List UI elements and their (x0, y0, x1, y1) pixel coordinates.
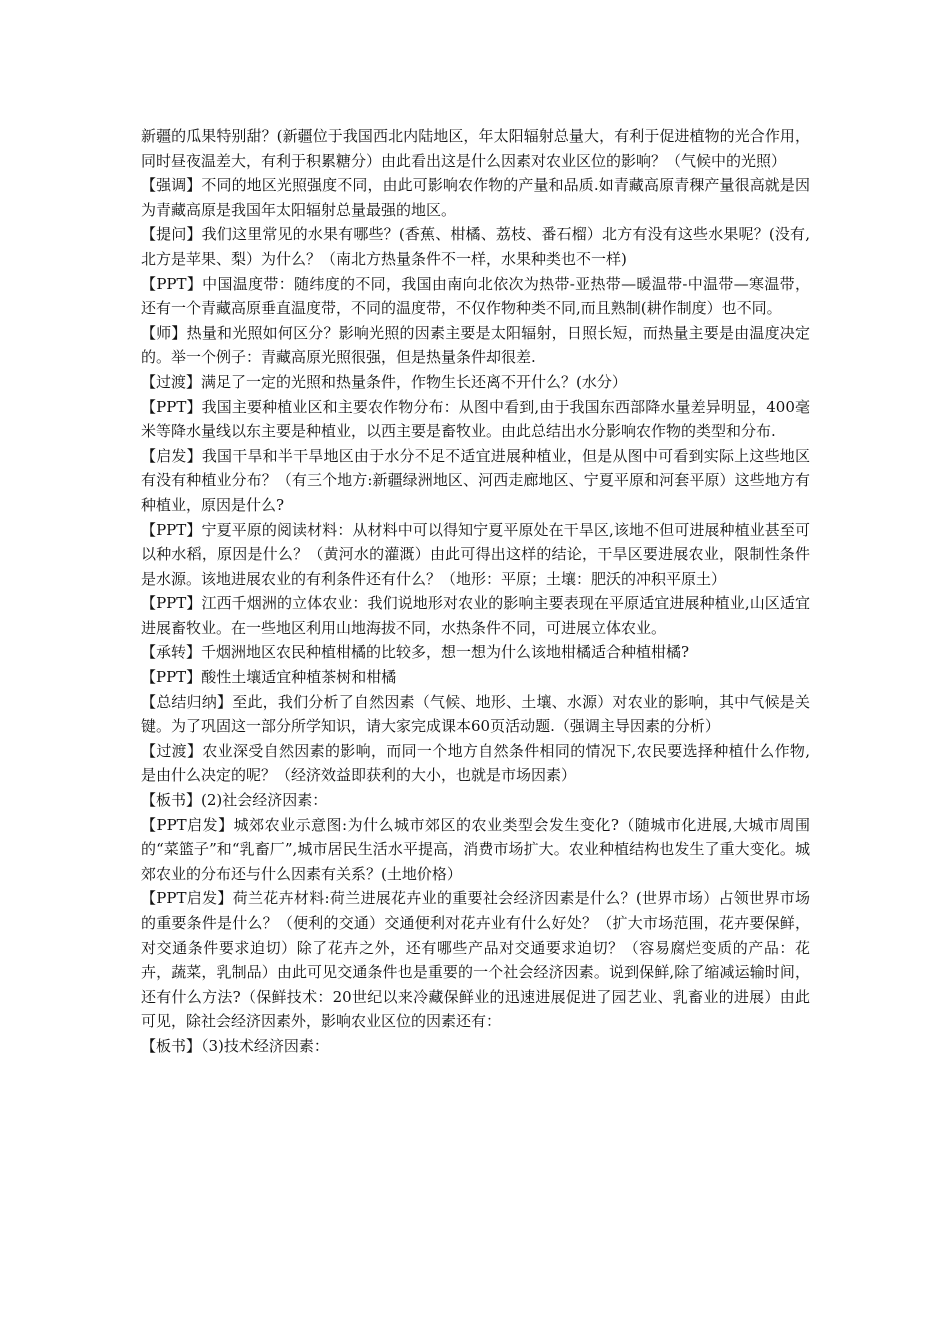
paragraph-text: (2)社会经济因素： (201, 791, 328, 810)
paragraph-text: 我们这里常见的水果有哪些？(香蕉、柑橘、荔枝、番石榴）北方有没有这些水果呢？(没有,北方是苹果、梨）为什么？（南北方热量条件不一样，水果种类也不一样) (141, 225, 810, 268)
paragraph (141, 739, 810, 788)
paragraph (141, 370, 810, 395)
paragraph (141, 124, 810, 173)
paragraph (141, 518, 810, 592)
paragraph-tag: 【PPT启发】 (141, 815, 234, 834)
paragraph-tag: 【提问】 (141, 225, 202, 244)
paragraph (141, 813, 810, 887)
paragraph (141, 272, 810, 321)
paragraph-tag: 【强调】 (141, 176, 202, 195)
paragraph (141, 173, 810, 222)
paragraph-text: 农业深受自然因素的影响，而同一个地方自然条件相同的情况下,农民要选择种植什么作物,是由什么决定的呢？（经济效益即获利的大小，也就是市场因素） (141, 741, 810, 785)
paragraph-tag: 【承转】 (141, 643, 202, 662)
paragraph (141, 690, 810, 739)
document-body (141, 124, 810, 1059)
paragraph-text: （3)技术经济因素： (201, 1036, 329, 1055)
paragraph-tag: 【PPT】 (141, 594, 202, 613)
paragraph-text: 江西千烟洲的立体农业：我们说地形对农业的影响主要表现在平原适宜进展种植业,山区适宜进展畜牧业。在一些地区利用山地海拔不同，水热条件不同，可进展立体农业。 (141, 594, 810, 637)
paragraph (141, 665, 810, 690)
paragraph-text: 千烟洲地区农民种植柑橘的比较多，想一想为什么该地柑橘适合种植柑橘? (201, 643, 690, 662)
paragraph-tag: 【PPT】 (141, 397, 202, 416)
paragraph-tag: 【总结归纳】 (141, 692, 233, 711)
paragraph (141, 640, 810, 665)
paragraph-tag: 【师】 (141, 323, 187, 342)
paragraph (141, 886, 810, 1034)
paragraph (141, 321, 810, 370)
paragraph-text: 城郊农业示意图:为什么城市郊区的农业类型会发生变化?（随城市化进展,大城市周围的“菜篮子”和“乳畜厂”,城市居民生活水平提高，消费市场扩大。农业种植结构也发生了重大变化。城郊农业的分布还与什么因素有关系？(土地价格） (141, 815, 810, 883)
paragraph-text: 不同的地区光照强度不同，由此可影响农作物的产量和品质.如青藏高原青稞产量很高就是因为青藏高原是我国年太阳辐射总量最强的地区。 (141, 176, 810, 219)
paragraph (141, 222, 810, 271)
paragraph-tag: 【过渡】 (141, 741, 203, 760)
paragraph-text: 荷兰花卉材料:荷兰进展花卉业的重要社会经济因素是什么？(世界市场）占领世界市场的重要条件是什么？（便利的交通）交通便利对花卉业有什么好处？（扩大市场范围，花卉要保鲜，对交通条件要求迫切）除了花卉之外，还有哪些产品对交通要求迫切？（容易腐烂变质的产品：花卉，蔬菜，乳制品）由此可见交通条件也是重要的一个社会经济因素。说到保鲜,除了缩减运输时间，还有什么方法?（保鲜技术：20世纪以来冷藏保鲜业的迅速进展促进了园艺业、乳畜业的进展）由此可见，除社会经济因素外，影响农业区位的因素还有： (141, 889, 810, 1031)
paragraph-text: 酸性土壤适宜种植茶树和柑橘 (201, 668, 397, 687)
paragraph-text: 满足了一定的光照和热量条件，作物生长还离不开什么？(水分） (201, 372, 627, 391)
paragraph-tag: 【PPT】 (141, 274, 203, 293)
paragraph (141, 788, 810, 813)
paragraph (141, 591, 810, 640)
paragraph (141, 1034, 810, 1059)
paragraph-text: 热量和光照如何区分？影响光照的因素主要是太阳辐射，日照长短，而热量主要是由温度决定的。举一个例子：青藏高原光照很强，但是热量条件却很差. (141, 323, 810, 367)
paragraph-tag: 【过渡】 (141, 372, 202, 391)
paragraph-tag: 【板书】 (141, 791, 202, 810)
paragraph-tag: 【PPT启发】 (141, 889, 233, 908)
paragraph (141, 395, 810, 444)
paragraph-text: 新疆的瓜果特别甜？(新疆位于我国西北内陆地区，年太阳辐射总量大，有利于促进植物的光合作用，同时昼夜温差大，有利于积累糖分）由此看出这是什么因素对农业区位的影响？（气候中的光照） (141, 127, 810, 170)
paragraph-text: 我国主要种植业区和主要农作物分布：从图中看到,由于我国东西部降水量差异明显，400毫米等降水量线以东主要是种植业，以西主要是畜牧业。由此总结出水分影响农作物的类型和分布. (141, 397, 810, 441)
paragraph-text: 至此，我们分析了自然因素（气候、地形、土壤、水源）对农业的影响，其中气候是关键。为了巩固这一部分所学知识，请大家完成课本60页活动题.（强调主导因素的分析） (141, 692, 810, 736)
paragraph-text: 宁夏平原的阅读材料：从材料中可以得知宁夏平原处在干旱区,该地不但可进展种植业甚至可以种水稻，原因是什么？（黄河水的灌溉）由此可得出这样的结论，干旱区要进展农业，限制性条件是水源。该地进展农业的有利条件还有什么？（地形：平原；土壤：肥沃的冲积平原土） (141, 520, 810, 588)
paragraph (141, 444, 810, 518)
paragraph-tag: 【PPT】 (141, 520, 202, 539)
paragraph-tag: 【启发】 (141, 446, 202, 465)
paragraph-tag: 【PPT】 (141, 668, 202, 687)
paragraph-text: 我国干旱和半干旱地区由于水分不足不适宜进展种植业，但是从图中可看到实际上这些地区有没有种植业分布？（有三个地方:新疆绿洲地区、河西走廊地区、宁夏平原和河套平原）这些地方有种植业，原因是什么? (141, 446, 810, 514)
paragraph-text: 中国温度带：随纬度的不同，我国由南向北依次为热带-亚热带—暖温带-中温带—寒温带，还有一个青藏高原垂直温度带，不同的温度带，不仅作物种类不同,而且熟制(耕作制度）也不同。 (141, 274, 811, 318)
paragraph-tag: 【板书】 (141, 1036, 202, 1055)
